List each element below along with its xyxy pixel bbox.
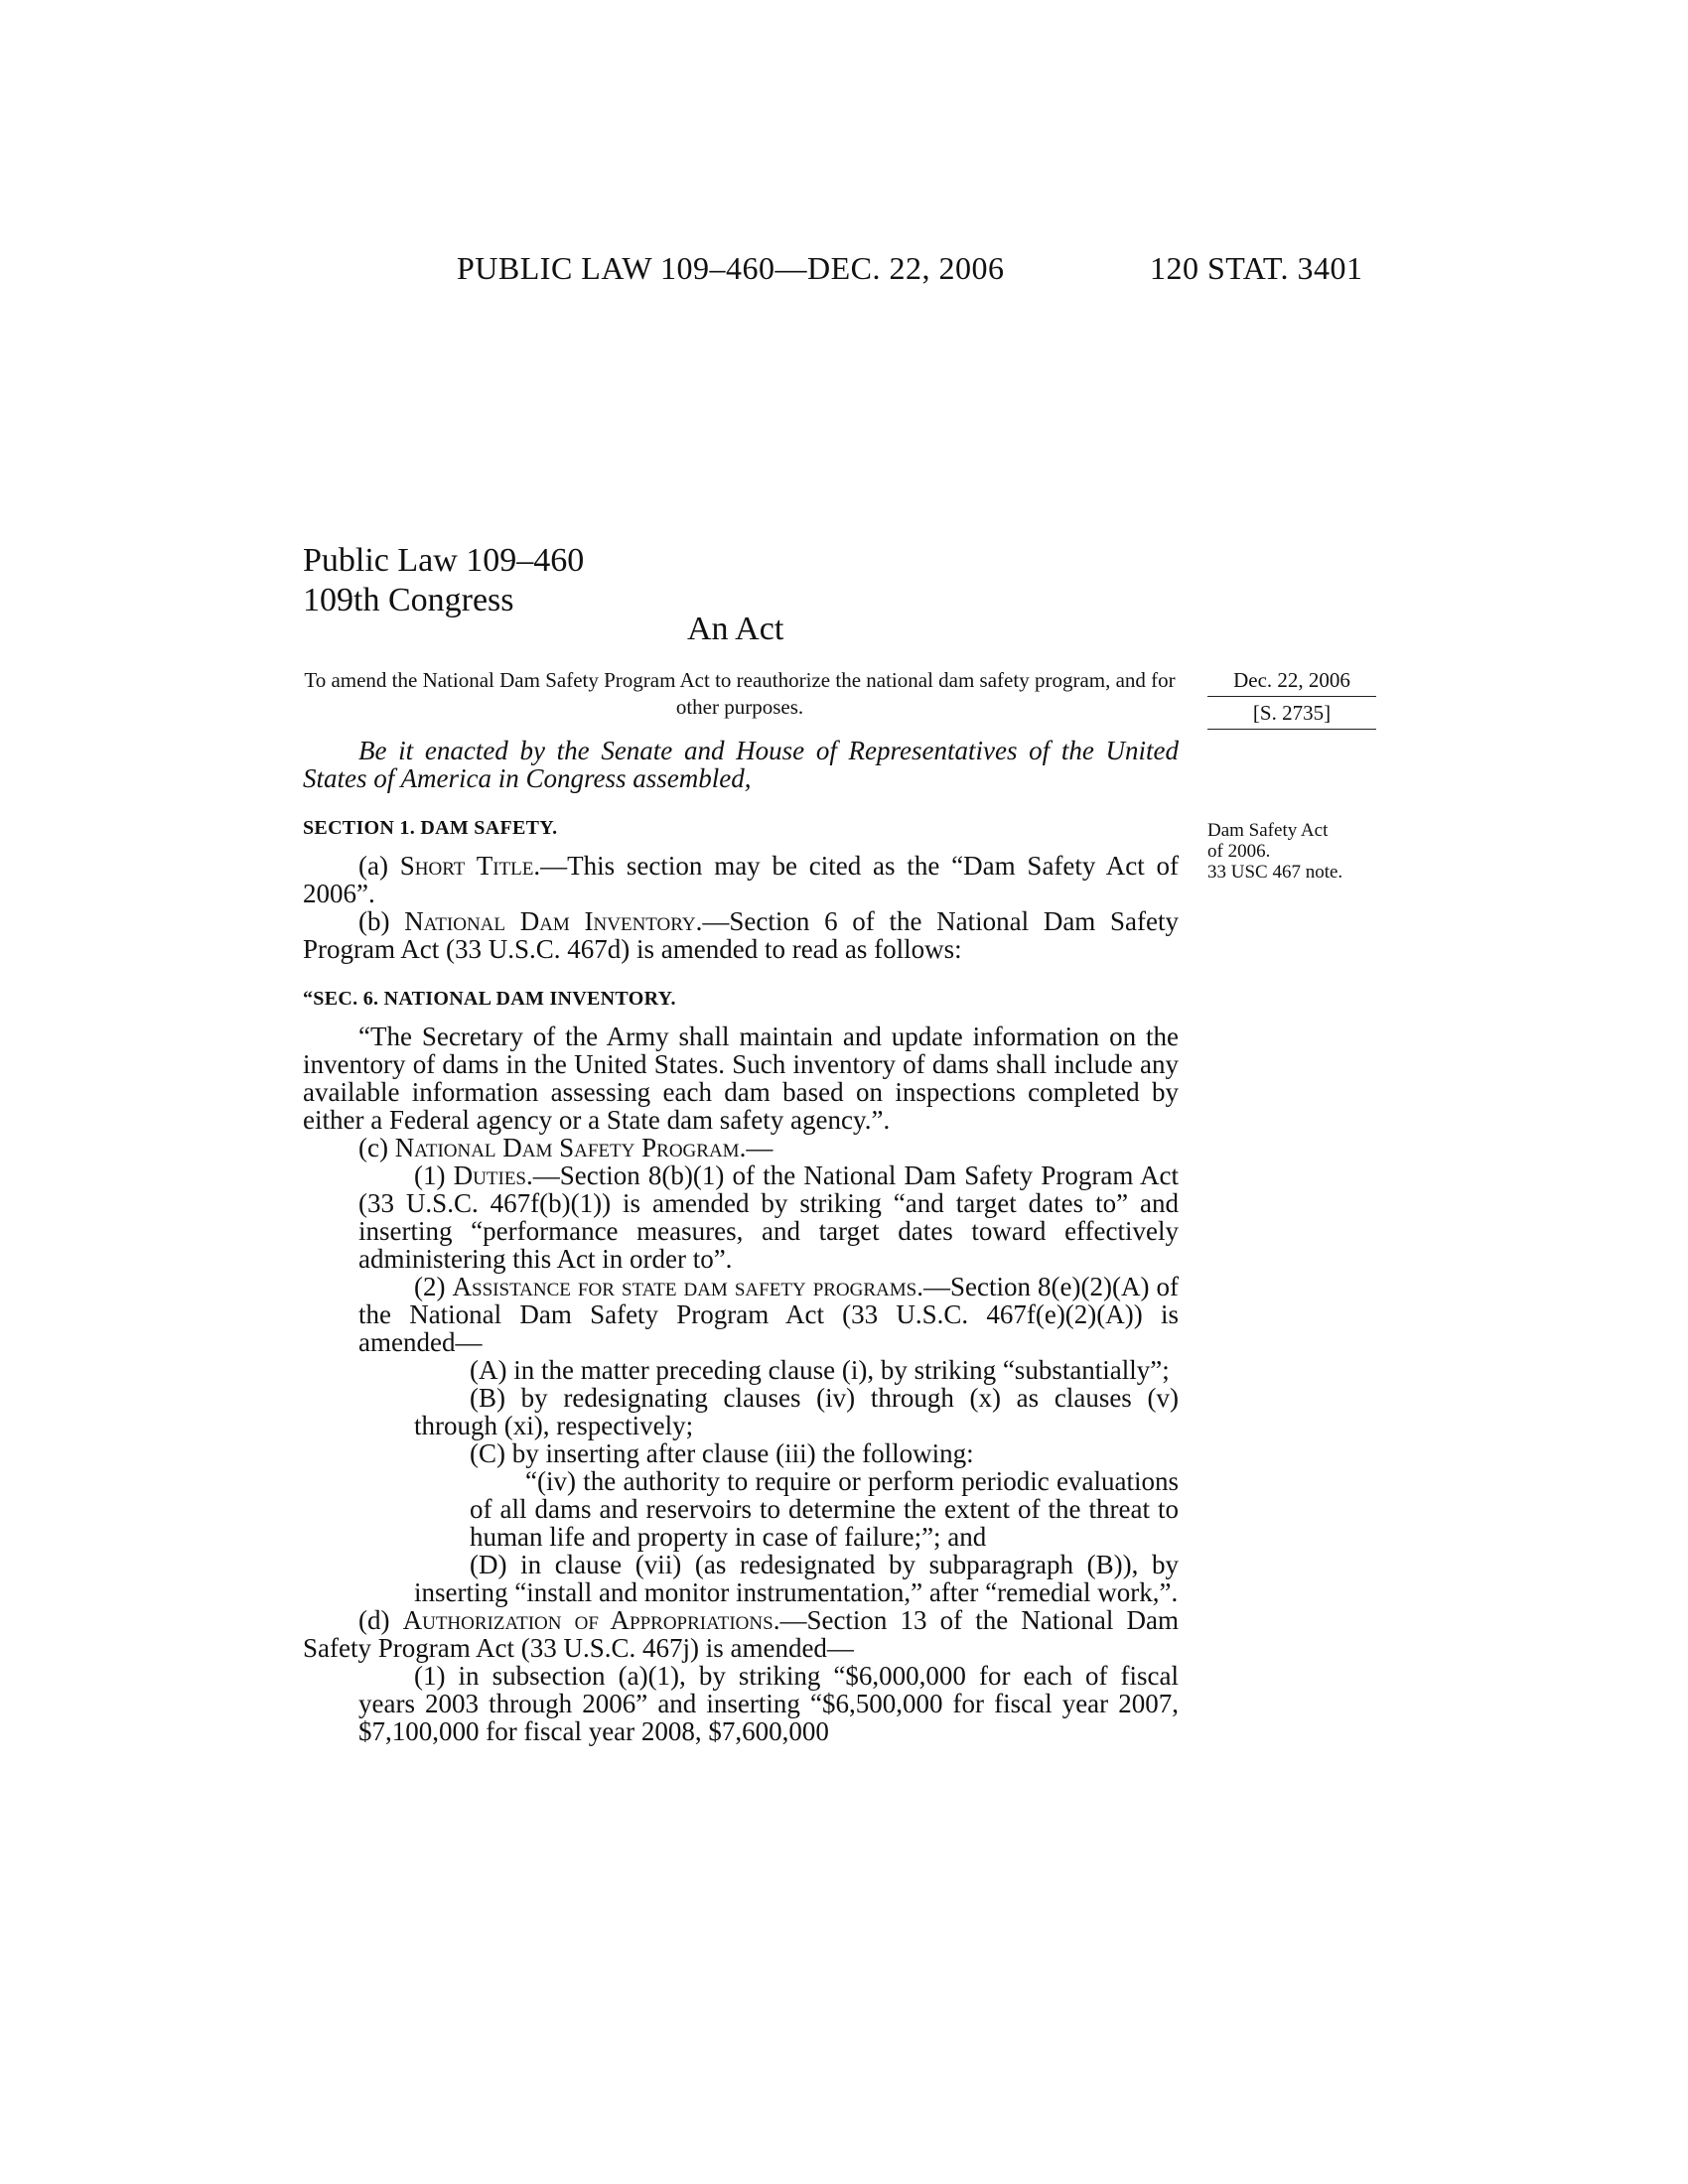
subparagraph-c2a: (A) in the matter preceding clause (i), by striking “substantially”;: [470, 1355, 1170, 1385]
enacting-clause: Be it enacted by the Senate and House of Representatives of the United States of America in Congress assembled,: [303, 736, 1179, 793]
enactment-date-box: [1207, 667, 1376, 730]
bill-number: [S. 2735]: [1207, 697, 1376, 730]
section-1-heading: SECTION 1. DAM SAFETY.: [303, 817, 558, 839]
subparagraph-c2d: (D) in clause (vii) (as redesignated by subparagraph (B)), by inserting “install and monitor instrumentation,” after “remedial work,”.: [414, 1550, 1179, 1607]
paragraph-c2: (2) Assistance for state dam safety programs.—Section 8(e)(2)(A) of the National Dam Safety Program Act (33 U.S.C. 467f(e)(2)(A)) is amended—: [358, 1272, 1179, 1357]
margin-note-line-2: of 2006.: [1207, 841, 1271, 862]
paragraph-d1: (1) in subsection (a)(1), by striking “$6,000,000 for each of fiscal years 2003 through 2006” and inserting “$6,500,000 for fiscal year 2007, $7,100,000 for fiscal year 2008, $7,600,000: [358, 1661, 1179, 1746]
section-6-heading: “SEC. 6. NATIONAL DAM INVENTORY.: [303, 988, 676, 1010]
subsection-b: (b) National Dam Inventory.—Section 6 of the National Dam Safety Program Act (33 U.S.C. 467d) is amended to read as follows:: [303, 906, 1179, 964]
section-6-text: “The Secretary of the Army shall maintain and update information on the inventory of dams in the United States. Such inventory of dams shall include any available information assessing each dam based on inspections completed by either a Federal agency or a State dam safety agency.”.: [303, 1022, 1179, 1135]
stat-page-number: 120 STAT. 3401: [1150, 250, 1363, 286]
public-law-number: Public Law 109–460: [303, 542, 585, 579]
act-purpose: To amend the National Dam Safety Program Act to reauthorize the national dam safety program, and for other purposes.: [304, 668, 1176, 719]
law-identification: [303, 541, 584, 620]
act-body: [303, 737, 1179, 1745]
subsection-c: (c) National Dam Safety Program.—: [358, 1133, 774, 1162]
enactment-date: Dec. 22, 2006: [1207, 667, 1376, 697]
subsection-a: (a) Short Title.—This section may be cited as the “Dam Safety Act of 2006”.: [303, 851, 1180, 908]
act-title: An Act: [687, 611, 784, 647]
subparagraph-c2c: (C) by inserting after clause (iii) the following:: [470, 1438, 974, 1468]
congress-number: 109th Congress: [303, 582, 514, 618]
clause-iv: “(iv) the authority to require or perform periodic evaluations of all dams and reservoirs to determine the extent of the threat to human life and property in case of failure;”; and: [470, 1466, 1179, 1552]
margin-note: [1207, 820, 1406, 883]
margin-note-line-1: Dam Safety Act: [1207, 820, 1329, 841]
running-header-title: PUBLIC LAW 109–460—DEC. 22, 2006: [457, 250, 1005, 286]
subsection-d: (d) Authorization of Appropriations.—Section 13 of the National Dam Safety Program Act (33 U.S.C. 467j) is amended—: [303, 1605, 1179, 1663]
margin-note-line-3: 33 USC 467 note.: [1207, 862, 1343, 883]
paragraph-c1: (1) Duties.—Section 8(b)(1) of the National Dam Safety Program Act (33 U.S.C. 467f(b)(1)) is amended by striking “and target dates to” and inserting “performance measures, and target dates toward effectively administering this Act in order to”.: [358, 1160, 1180, 1274]
subparagraph-c2b: (B) by redesignating clauses (iv) through (x) as clauses (v) through (xi), respectively;: [414, 1383, 1179, 1440]
